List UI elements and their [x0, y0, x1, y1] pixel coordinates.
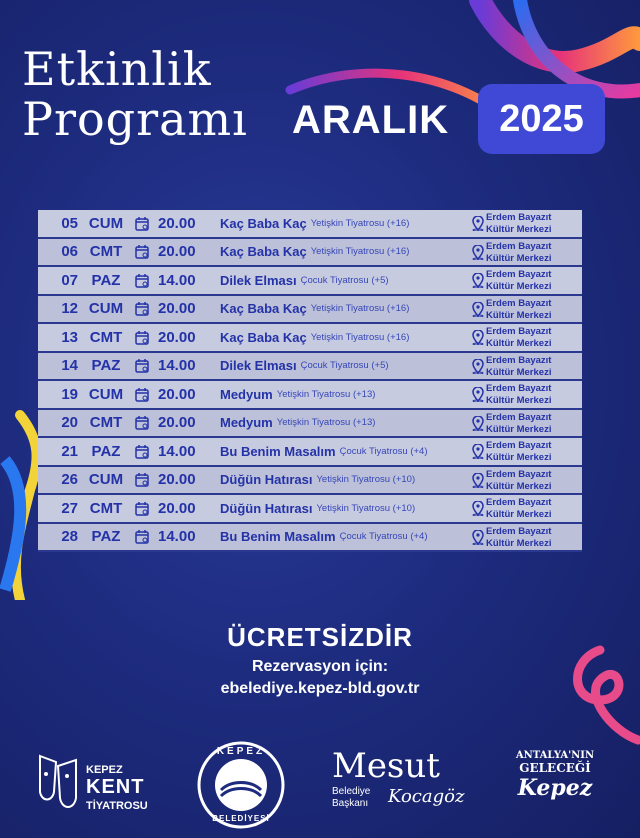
event-time: 20.00: [158, 300, 196, 318]
calendar-icon: [130, 330, 154, 345]
event-venue: [486, 497, 564, 521]
calendar-icon: [130, 415, 154, 430]
calendar-icon: [130, 529, 154, 544]
venue-line1: Erdem Bayazıt: [486, 440, 552, 451]
event-title: Kaç Baba Kaç: [220, 329, 307, 345]
event-venue: [486, 355, 564, 379]
schedule-row: [38, 324, 582, 353]
year-badge: [478, 84, 605, 154]
event-day: 05: [61, 214, 78, 232]
event-time: 20.00: [158, 414, 196, 432]
event-genre: Yetişkin Tiyatrosu (+16): [310, 331, 410, 343]
venue-line1: Erdem Bayazıt: [486, 497, 552, 508]
event-venue: [486, 298, 564, 322]
schedule-row: [38, 353, 582, 382]
venue-line2: Kültür Merkezi: [486, 224, 552, 235]
venue-line1: Erdem Bayazıt: [486, 468, 552, 480]
venue-line2: Kültür Merkezi: [486, 338, 552, 349]
event-day: 27: [61, 499, 78, 517]
venue-line2: Kültür Merkezi: [486, 281, 552, 292]
event-venue: [486, 241, 564, 265]
theatre-logo-line3: TİYATROSU: [86, 800, 148, 812]
venue-line1: Erdem Bayazıt: [486, 525, 552, 537]
event-day: 14: [61, 357, 78, 375]
event-weekday: PAZ: [91, 357, 121, 375]
event-venue: [486, 383, 564, 407]
event-title: Dilek Elması: [220, 272, 297, 288]
event-time: 20.00: [158, 499, 196, 517]
event-day: 19: [61, 385, 78, 403]
page-title: [22, 44, 248, 144]
event-weekday: CUM: [88, 471, 124, 489]
venue-line2: Kültür Merkezi: [486, 395, 552, 406]
slogan-line1: ANTALYA'NIN: [515, 750, 595, 761]
venue-line2: Kültür Merkezi: [486, 252, 552, 264]
reservation-url[interactable]: ebelediye.kepez-bld.gov.tr: [220, 680, 420, 697]
event-genre: Yetişkin Tiyatrosu (+10): [316, 502, 416, 514]
location-pin-icon: [472, 530, 484, 550]
venue-line1: Erdem Bayazıt: [486, 297, 552, 309]
event-title: Bu Benim Masalım: [220, 443, 336, 459]
venue-line2: Kültür Merkezi: [486, 509, 552, 520]
event-day: 26: [61, 471, 78, 489]
event-weekday: CUM: [88, 214, 124, 232]
event-title: Bu Benim Masalım: [220, 529, 336, 545]
event-genre: Çocuk Tiyatrosu (+4): [339, 531, 428, 543]
event-weekday: PAZ: [91, 442, 121, 460]
kepez-belediyesi-logo: [196, 740, 286, 830]
municipality-logo-bottom: BELEDİYESİ: [212, 814, 270, 823]
schedule-row: [38, 296, 582, 325]
calendar-icon: [130, 301, 154, 316]
year-label: 2025: [499, 97, 584, 140]
month-label: ARALIK: [292, 98, 450, 142]
event-weekday: PAZ: [91, 271, 121, 289]
venue-line1: Erdem Bayazıt: [486, 269, 552, 280]
event-genre: Yetişkin Tiyatrosu (+13): [276, 388, 376, 400]
event-weekday: PAZ: [91, 528, 121, 546]
calendar-icon: [130, 358, 154, 373]
event-venue: [486, 269, 564, 293]
event-day: 12: [61, 300, 78, 318]
event-title: Düğün Hatırası: [220, 472, 313, 488]
location-pin-icon: [472, 216, 484, 236]
schedule-row: [38, 524, 582, 553]
location-pin-icon: [472, 330, 484, 350]
event-day: 13: [61, 328, 78, 346]
location-pin-icon: [472, 416, 484, 436]
slogan-line3: Kepez: [517, 775, 593, 801]
theatre-logo-line2: KENT: [86, 776, 145, 798]
schedule-row: [38, 239, 582, 268]
event-time: 20.00: [158, 328, 196, 346]
calendar-icon: [130, 444, 154, 459]
mayor-title-line1: Belediye: [332, 786, 371, 797]
venue-line2: Kültür Merkezi: [486, 366, 552, 378]
event-weekday: CUM: [88, 300, 124, 318]
location-pin-icon: [472, 245, 484, 265]
schedule-row: [38, 210, 582, 239]
slogan-line2: GELECEĞİ: [519, 761, 591, 775]
schedule-row: [38, 438, 582, 467]
venue-line1: Erdem Bayazıt: [486, 326, 552, 337]
calendar-icon: [130, 387, 154, 402]
venue-line1: Erdem Bayazıt: [486, 212, 552, 223]
schedule-row: [38, 467, 582, 496]
event-title: Kaç Baba Kaç: [220, 244, 307, 260]
event-genre: Çocuk Tiyatrosu (+5): [300, 274, 389, 286]
event-time: 20.00: [158, 471, 196, 489]
event-title: Kaç Baba Kaç: [220, 215, 307, 231]
location-pin-icon: [472, 501, 484, 521]
event-venue: [486, 526, 564, 550]
location-pin-icon: [472, 387, 484, 407]
event-day: 28: [61, 528, 78, 546]
schedule-row: [38, 267, 582, 296]
venue-line2: Kültür Merkezi: [486, 423, 552, 435]
venue-line2: Kültür Merkezi: [486, 309, 552, 321]
venue-line1: Erdem Bayazıt: [486, 354, 552, 366]
event-genre: Çocuk Tiyatrosu (+4): [339, 445, 428, 457]
venue-line2: Kültür Merkezi: [486, 537, 552, 549]
venue-line1: Erdem Bayazıt: [486, 411, 552, 423]
venue-line2: Kültür Merkezi: [486, 480, 552, 492]
calendar-icon: [130, 501, 154, 516]
title-line-1: Etkinlik: [22, 42, 212, 96]
calendar-icon: [130, 244, 154, 259]
event-weekday: CMT: [89, 328, 123, 346]
event-time: 14.00: [158, 442, 196, 460]
event-title: Medyum: [220, 415, 273, 431]
event-genre: Yetişkin Tiyatrosu (+16): [310, 303, 410, 315]
event-title: Dilek Elması: [220, 358, 297, 374]
venue-line1: Erdem Bayazıt: [486, 240, 552, 252]
event-genre: Yetişkin Tiyatrosu (+10): [316, 474, 416, 486]
municipality-logo-top: KEPEZ: [216, 746, 266, 757]
mayor-logo: [332, 748, 472, 818]
event-title: Kaç Baba Kaç: [220, 301, 307, 317]
event-day: 20: [61, 414, 78, 432]
event-title: Düğün Hatırası: [220, 500, 313, 516]
event-venue: [486, 440, 564, 464]
free-admission-label: ÜCRETSİZDİR: [227, 622, 413, 652]
event-time: 20.00: [158, 243, 196, 261]
event-weekday: CMT: [89, 414, 123, 432]
event-genre: Yetişkin Tiyatrosu (+16): [310, 217, 410, 229]
location-pin-icon: [472, 273, 484, 293]
venue-line1: Erdem Bayazıt: [486, 383, 552, 394]
location-pin-icon: [472, 302, 484, 322]
mayor-surname: Kocagöz: [388, 786, 465, 807]
location-pin-icon: [472, 473, 484, 493]
event-genre: Yetişkin Tiyatrosu (+16): [310, 246, 410, 258]
event-time: 14.00: [158, 271, 196, 289]
event-weekday: CMT: [89, 243, 123, 261]
event-time: 20.00: [158, 214, 196, 232]
calendar-icon: [130, 216, 154, 231]
venue-line2: Kültür Merkezi: [486, 452, 552, 463]
event-schedule: [38, 210, 582, 552]
event-venue: [486, 412, 564, 436]
event-title: Medyum: [220, 386, 273, 402]
event-time: 14.00: [158, 357, 196, 375]
calendar-icon: [130, 273, 154, 288]
mayor-title-line2: Başkanı: [332, 798, 369, 809]
theatre-logo-line1: KEPEZ: [86, 764, 123, 776]
event-time: 20.00: [158, 385, 196, 403]
schedule-row: [38, 381, 582, 410]
event-weekday: CUM: [88, 385, 124, 403]
event-weekday: CMT: [89, 499, 123, 517]
kent-tiyatrosu-logo: [36, 752, 156, 822]
calendar-icon: [130, 472, 154, 487]
event-genre: Yetişkin Tiyatrosu (+13): [276, 417, 376, 429]
schedule-row: [38, 495, 582, 524]
title-line-2: Programı: [22, 92, 248, 146]
event-day: 21: [61, 442, 78, 460]
location-pin-icon: [472, 444, 484, 464]
slogan-logo: [500, 750, 610, 820]
event-venue: [486, 326, 564, 350]
schedule-row: [38, 410, 582, 439]
event-day: 07: [61, 271, 78, 289]
event-time: 14.00: [158, 528, 196, 546]
mayor-name: Mesut: [332, 746, 440, 786]
event-venue: [486, 212, 564, 236]
event-venue: [486, 469, 564, 493]
event-day: 06: [61, 243, 78, 261]
reservation-label: Rezervasyon için:: [251, 658, 389, 675]
location-pin-icon: [472, 359, 484, 379]
event-genre: Çocuk Tiyatrosu (+5): [300, 360, 389, 372]
theatre-masks-icon: [36, 752, 80, 818]
